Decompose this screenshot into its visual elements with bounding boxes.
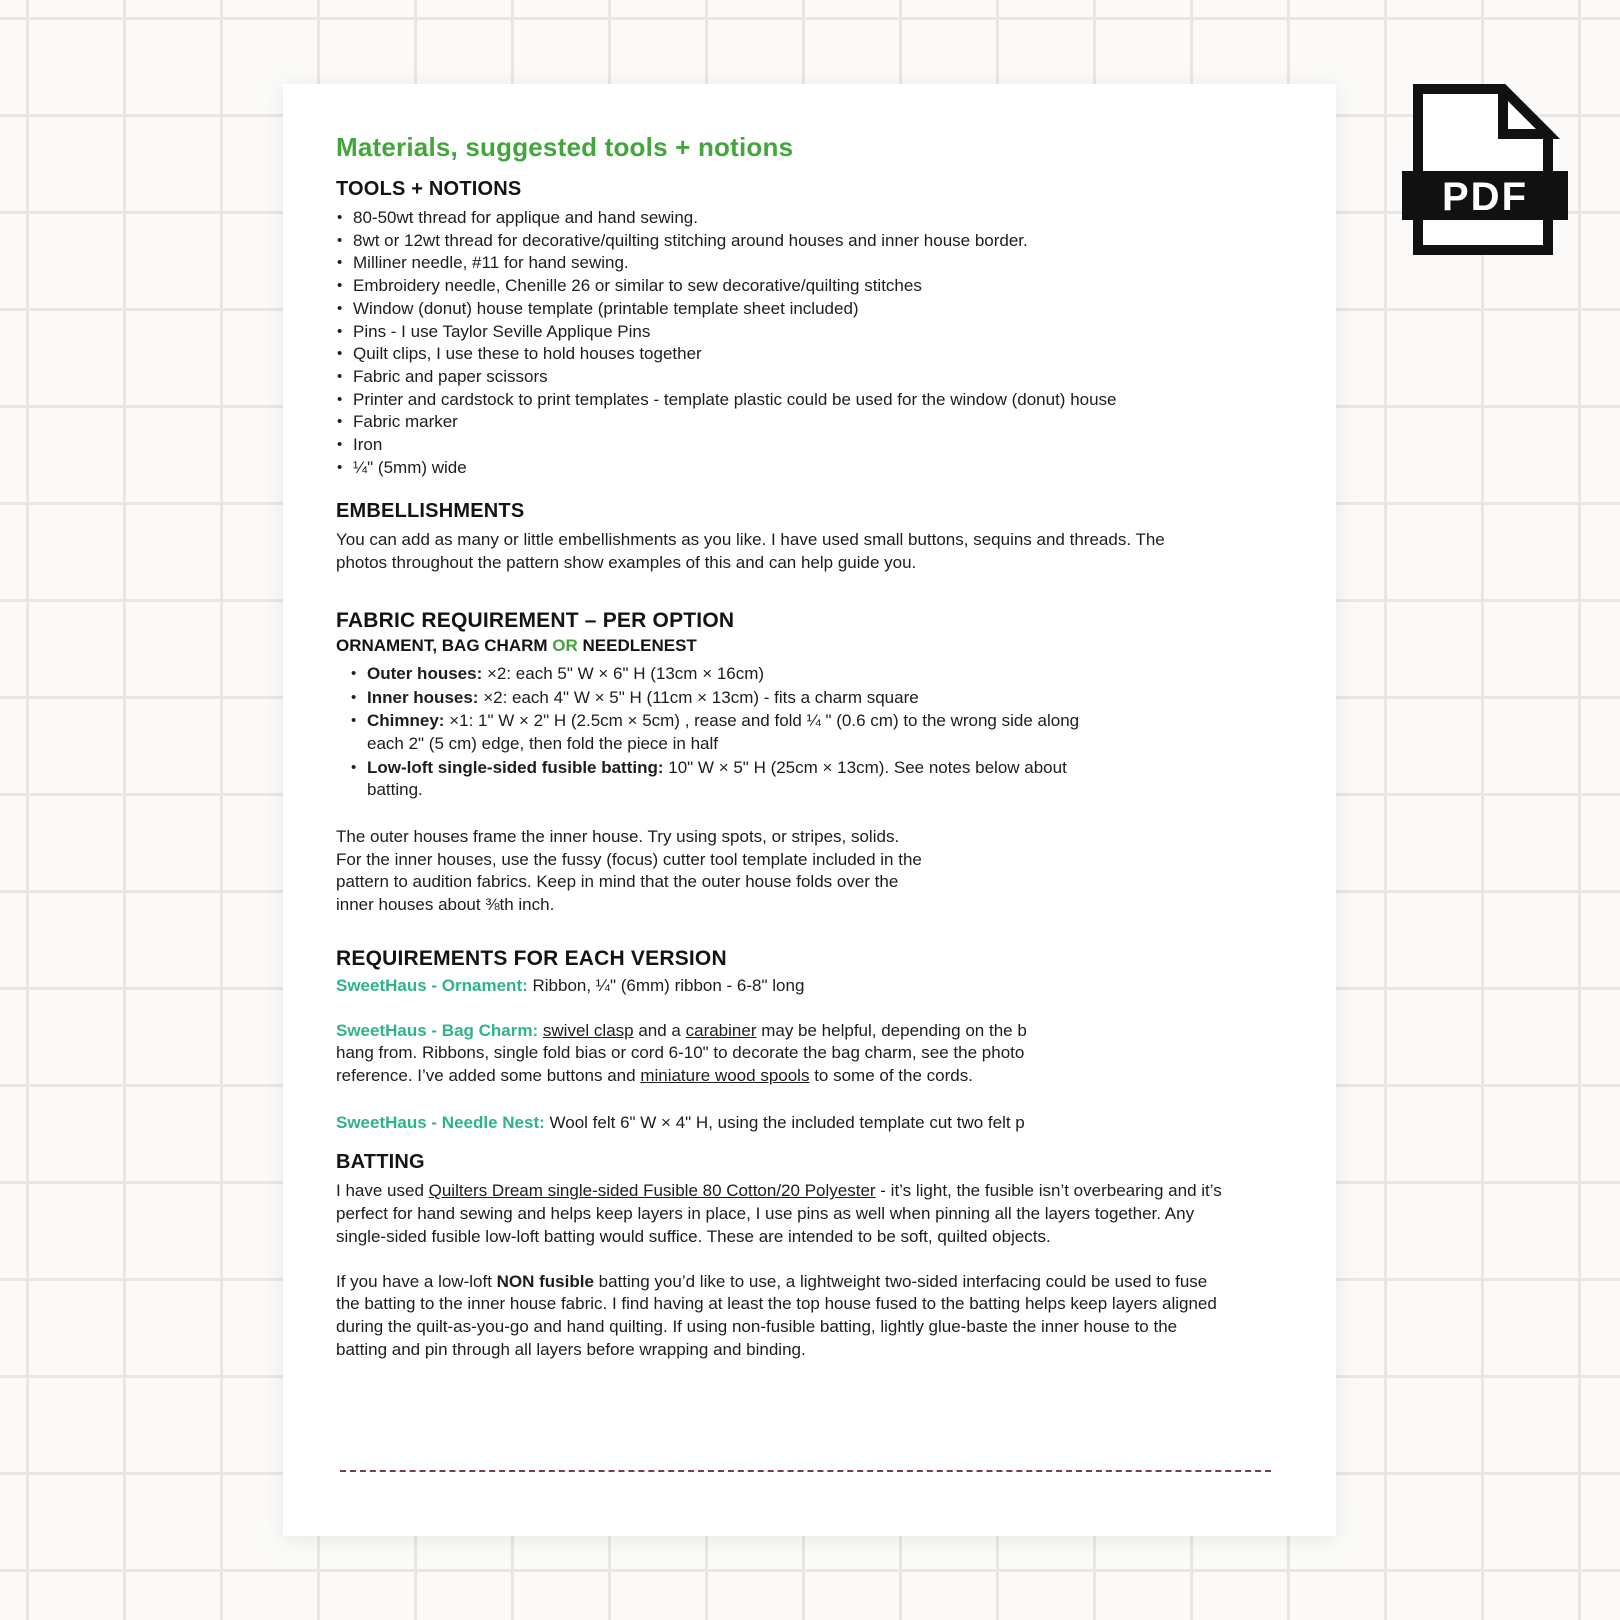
list-item: • Fabric marker <box>336 411 1296 434</box>
tools-notions-heading: TOOLS + NOTIONS <box>336 178 522 200</box>
page-title: Materials, suggested tools + notions <box>336 132 794 162</box>
list-item: • Embroidery needle, Chenille 26 or similar to sew decorative/quilting stitches <box>336 275 1296 298</box>
list-item: • Chimney: ×1: 1" W × 2" H (2.5cm × 5cm) , rease and fold ¼ " (0.6 cm) to the wrong side along each 2" (5 cm) edge, then fold the piece in half <box>350 710 1080 755</box>
ornament-requirement-line: SweetHaus - Ornament: Ribbon, ¼" (6mm) ribbon - 6-8" long <box>336 975 805 995</box>
batting-paragraph-2: If you have a low-loft NON fusible batting you’d like to use, a lightweight two-sided interfacing could be used to fuse the batting to the inner house fabric. I find having at least the top house fused to the batting helps keep layers aligned during the quilt-as-you-go and hand quilting. If using non-fusible batting, lightly glue-baste the inner house to the batting and pin through all layers before wrapping and binding. <box>336 1271 1217 1359</box>
list-item: • Printer and cardstock to print templates - template plastic could be used for the window (donut) house <box>336 389 1296 412</box>
requirements-version-heading: REQUIREMENTS FOR EACH VERSION <box>336 946 727 970</box>
embellishments-heading: EMBELLISHMENTS <box>336 500 525 523</box>
bagcharm-line-3: reference. I’ve added some buttons and miniature wood spools to some of the cords. <box>336 1065 973 1085</box>
list-item: • Pins - I use Taylor Seville Applique Pins <box>336 321 1296 344</box>
list-item: • Quilt clips, I use these to hold houses together <box>336 343 1296 366</box>
list-item: • Inner houses: ×2: each 4" W × 5" H (11cm × 13cm) - fits a charm square <box>350 687 1080 710</box>
link[interactable]: miniature wood spools <box>640 1065 810 1085</box>
list-item: • Fabric and paper scissors <box>336 366 1296 389</box>
fabric-note-paragraph: The outer houses frame the inner house. Try using spots, or stripes, solids. For the inner houses, use the fussy (focus) cutter tool template included in the pattern to audition fabrics. Keep in mind that the outer house folds over the inner houses about ⅜th inch. <box>336 827 922 915</box>
link[interactable]: swivel clasp <box>542 1020 634 1040</box>
link[interactable]: Quilters Dream single-sided Fusible 80 Cotton/20 Polyester <box>428 1181 876 1201</box>
bagcharm-requirement-paragraph <box>336 1020 1296 1088</box>
pdf-document-glyph <box>1402 84 1568 255</box>
fabric-options-subheading: ORNAMENT, BAG CHARM OR NEEDLENEST <box>336 635 697 655</box>
pdf-file-icon <box>1402 84 1568 255</box>
list-item: • Milliner needle, #11 for hand sewing. <box>336 252 1296 275</box>
pdf-label: PDF <box>1442 175 1528 219</box>
embellishments-text: You can add as many or little embellishments as you like. I have used small buttons, sequins and threads. The photos throughout the pattern show examples of this and can help guide you. <box>336 530 1165 573</box>
needlenest-requirement-line: SweetHaus - Needle Nest: Wool felt 6" W × 4" H, using the included template cut two felt p <box>336 1112 1025 1132</box>
list-item: • ¼" (5mm) wide <box>336 457 1296 480</box>
list-item: • Iron <box>336 434 1296 457</box>
bagcharm-line-1: SweetHaus - Bag Charm: swivel clasp and a carabiner may be helpful, depending on the b <box>336 1020 1027 1040</box>
list-item: • Low-loft single-sided fusible batting: 10" W × 5" H (25cm × 13cm). See notes below about batting. <box>350 757 1080 802</box>
fabric-requirement-list <box>350 663 1080 802</box>
list-item: • 8wt or 12wt thread for decorative/quilting stitching around houses and inner house border. <box>336 230 1296 253</box>
fabric-requirement-heading: FABRIC REQUIREMENT – PER OPTION <box>336 608 735 632</box>
list-item: • 80-50wt thread for applique and hand sewing. <box>336 207 1296 230</box>
list-item: • Window (donut) house template (printable template sheet included) <box>336 298 1296 321</box>
list-item: • Outer houses: ×2: each 5" W × 6" H (13cm × 16cm) <box>350 663 1080 686</box>
dashed-divider <box>340 1470 1271 1472</box>
batting-heading: BATTING <box>336 1151 425 1174</box>
batting-paragraph-1: I have used Quilters Dream single-sided Fusible 80 Cotton/20 Polyester - it’s light, the fusible isn’t overbearing and it’s perfect for hand sewing and helps keep layers in place, I use pins as well when pinning all the layers together. Any single-sided fusible low-loft batting would suffice. These are intended to be soft, quilted objects. <box>336 1181 1222 1246</box>
tools-notions-list <box>336 207 1296 479</box>
link[interactable]: carabiner <box>685 1020 757 1040</box>
bagcharm-line-2: hang from. Ribbons, single fold bias or cord 6-10" to decorate the bag charm, see the photo <box>336 1043 1025 1063</box>
document-page <box>283 84 1336 1536</box>
